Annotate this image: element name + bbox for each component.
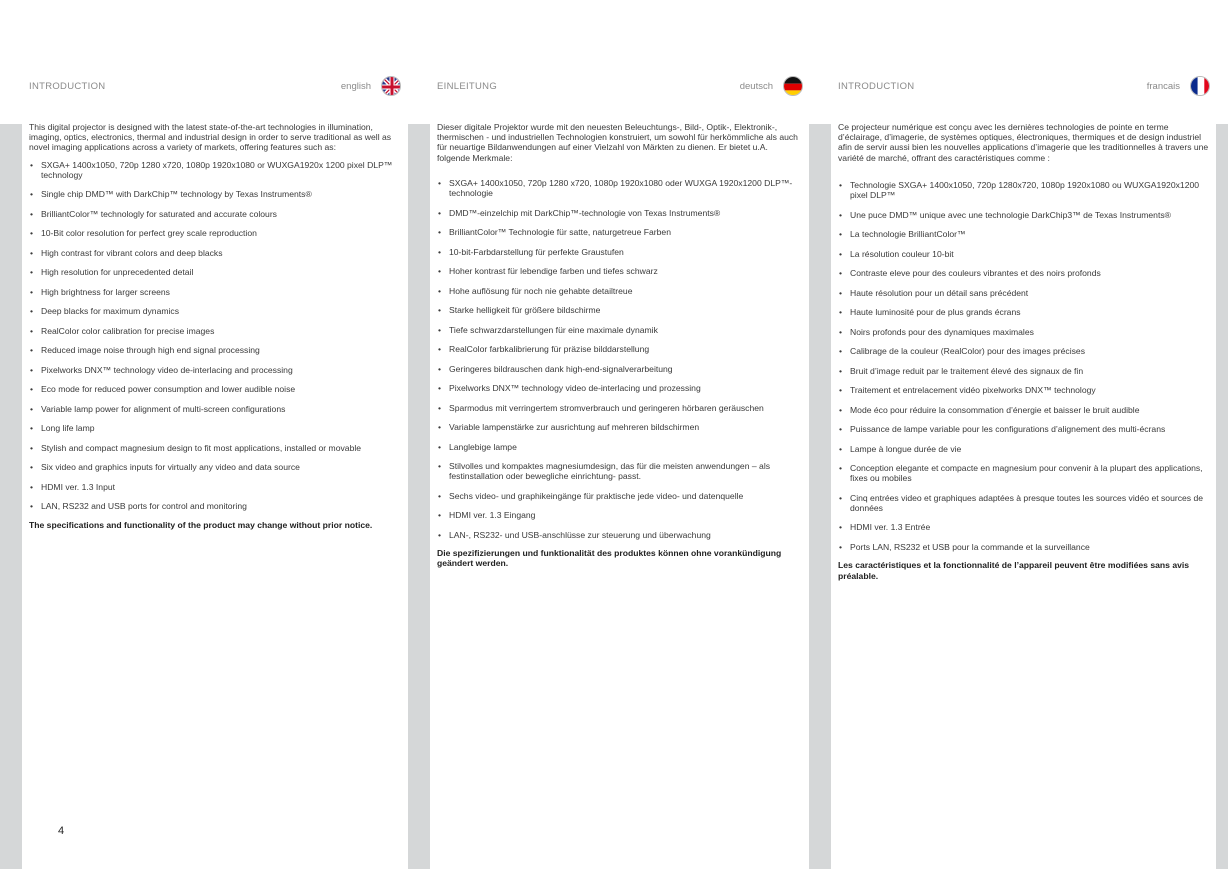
column-body xyxy=(437,122,803,569)
list-item: • Une puce DMD™ unique avec une technologie DarkChip3™ de Texas Instruments® xyxy=(838,210,1210,220)
language-label: francais xyxy=(1146,81,1180,92)
list-item: • Variable lampenstärke zur ausrichtung auf mehreren bildschirmen xyxy=(437,422,803,432)
list-item: • HDMI ver. 1.3 Input xyxy=(29,482,401,492)
list-item: • Hoher kontrast für lebendige farben und tiefes schwarz xyxy=(437,266,803,276)
list-item: • Lampe à longue durée de vie xyxy=(838,444,1210,454)
list-item: • SXGA+ 1400x1050, 720p 1280 x720, 1080p 1920x1080 or WUXGA1920x 1200 pixel DLP™ technology xyxy=(29,160,401,180)
list-item: • BrilliantColor™ Technologie für satte, naturgetreue Farben xyxy=(437,227,803,237)
list-item: • High contrast for vibrant colors and deep blacks xyxy=(29,248,401,258)
column-body xyxy=(29,122,401,530)
list-item: • Noirs profonds pour des dynamiques maximales xyxy=(838,327,1210,337)
list-item: • Pixelworks DNX™ technology video de-interlacing and processing xyxy=(29,365,401,375)
left-margin-bar xyxy=(0,124,22,869)
list-item: • Sechs video- und graphikeingänge für praktische jede video- und datenquelle xyxy=(437,491,803,501)
section-title: INTRODUCTION xyxy=(29,81,106,92)
france-flag-icon xyxy=(1190,76,1210,96)
list-item: • RealColor color calibration for precise images xyxy=(29,326,401,336)
list-item: • Bruit d’image reduit par le traitement élevé des signaux de fin xyxy=(838,366,1210,376)
list-item: • Calibrage de la couleur (RealColor) pour des images précises xyxy=(838,346,1210,356)
list-item: • La résolution couleur 10-bit xyxy=(838,249,1210,259)
list-item: • Mode éco pour réduire la consommation d’énergie et baisser le bruit audible xyxy=(838,405,1210,415)
list-item: • Geringeres bildrauschen dank high-end-signalverarbeitung xyxy=(437,364,803,374)
language-label: english xyxy=(340,81,371,92)
disclaimer-note: The specifications and functionality of the product may change without prior notice. xyxy=(29,519,373,530)
list-item: • 10-bit-Farbdarstellung für perfekte Graustufen xyxy=(437,247,803,257)
list-item: • Pixelworks DNX™ technology video de-interlacing und prozessing xyxy=(437,383,803,393)
uk-flag-icon xyxy=(381,76,401,96)
list-item: • Langlebige lampe xyxy=(437,442,803,452)
feature-list xyxy=(437,178,803,540)
column-header xyxy=(838,76,1210,96)
list-item: • Six video and graphics inputs for virtually any video and data source xyxy=(29,462,401,472)
disclaimer-note: Les caractéristiques et la fonctionnalité de l’appareil peuvent être modifiées sans avis préalable. xyxy=(838,560,1190,581)
section-title: EINLEITUNG xyxy=(437,81,498,92)
column-header xyxy=(29,76,401,96)
list-item: • Puissance de lampe variable pour les configurations d’alignement des multi-écrans xyxy=(838,424,1210,434)
list-item: • Deep blacks for maximum dynamics xyxy=(29,306,401,316)
list-item: • BrilliantColor™ technologly for saturated and accurate colours xyxy=(29,209,401,219)
column-body xyxy=(838,122,1210,581)
list-item: • Technologie SXGA+ 1400x1050, 720p 1280x720, 1080p 1920x1080 ou WUXGA1920x1200 pixel DLP™ xyxy=(838,180,1210,200)
list-item: • Variable lamp power for alignment of multi-screen configurations xyxy=(29,404,401,414)
list-item: • High resolution for unprecedented detail xyxy=(29,267,401,277)
list-item: • LAN, RS232 and USB ports for control and monitoring xyxy=(29,501,401,511)
list-item: • Long life lamp xyxy=(29,423,401,433)
column-francais xyxy=(838,0,1210,869)
column-divider-1 xyxy=(408,124,430,869)
list-item: • 10-Bit color resolution for perfect grey scale reproduction xyxy=(29,228,401,238)
germany-flag-icon xyxy=(783,76,803,96)
list-item: • Haute luminosité pour de plus grands écrans xyxy=(838,307,1210,317)
list-item: • Hohe auflösung für noch nie gehabte detailtreue xyxy=(437,286,803,296)
intro-paragraph: Ce projecteur numérique est conçu avec les dernières technologies de pointe en terme d’éclairage, d’imagerie, de systèmes optiques, électroniques, thermiques et de design industriel afin de servir aussi bien les nouvelles applications d’imagerie que les traditionnelles à travers une variété de marché, offrant des caractéristiques comme : xyxy=(838,122,1209,163)
list-item: • Cinq entrées video et graphiques adaptées à presque toutes les sources vidéo et sources de données xyxy=(838,493,1210,513)
list-item: • Traitement et entrelacement vidéo pixelworks DNX™ technology xyxy=(838,385,1210,395)
page-number: 4 xyxy=(58,825,65,837)
column-header xyxy=(437,76,803,96)
list-item: • La technologie BrilliantColor™ xyxy=(838,229,1210,239)
disclaimer-note: Die spezifizierungen und funktionalität des produktes können ohne vorankündigung geändert werden. xyxy=(437,548,782,569)
column-deutsch xyxy=(437,0,803,869)
list-item: • Conception elegante et compacte en magnesium pour convenir à la plupart des applications, fixes ou mobiles xyxy=(838,463,1210,483)
list-item: • Single chip DMD™ with DarkChip™ technology by Texas Instruments® xyxy=(29,189,401,199)
list-item: • Starke helligkeit für größere bildschirme xyxy=(437,305,803,315)
column-english xyxy=(29,0,401,869)
feature-list xyxy=(29,160,401,512)
right-margin-bar xyxy=(1216,124,1228,869)
list-item: • DMD™-einzelchip mit DarkChip™-technologie von Texas Instruments® xyxy=(437,208,803,218)
list-item: • Ports LAN, RS232 et USB pour la commande et la surveillance xyxy=(838,542,1210,552)
language-label: deutsch xyxy=(739,81,773,92)
list-item: • Eco mode for reduced power consumption and lower audible noise xyxy=(29,384,401,394)
list-item: • Reduced image noise through high end signal processing xyxy=(29,345,401,355)
list-item: • Tiefe schwarzdarstellungen für eine maximale dynamik xyxy=(437,325,803,335)
intro-paragraph: This digital projector is designed with the latest state-of-the-art technologies in illumination, imaging, optics, electronics, thermal and industrial design in order to serve traditional as well as novel imaging applications across a variety of markets, offering features such as: xyxy=(29,122,392,153)
intro-paragraph: Dieser digitale Projektor wurde mit den neuesten Beleuchtungs-, Bild-, Optik-, Elektronik-, thermischen - und industriellen Technologien konstruiert, um sowohl für herkömmliche als auch für neuartige Bildanwendungen auf einer Vielzahl von Märkten zu dienen. Er bietet u.A. folgende Merkmale: xyxy=(437,122,798,163)
list-item: • Sparmodus mit verringertem stromverbrauch und geringeren hörbaren geräuschen xyxy=(437,403,803,413)
section-title: INTRODUCTION xyxy=(838,81,915,92)
list-item: • LAN-, RS232- und USB-anschlüsse zur steuerung und überwachung xyxy=(437,530,803,540)
list-item: • Haute résolution pour un détail sans précédent xyxy=(838,288,1210,298)
list-item: • Stilvolles und kompaktes magnesiumdesign, das für die meisten anwendungen – als festinstallation oder bewegliche einrichtung- passt. xyxy=(437,461,803,481)
list-item: • SXGA+ 1400x1050, 720p 1280 x720, 1080p 1920x1080 oder WUXGA 1920x1200 DLP™-technologie xyxy=(437,178,803,198)
list-item: • HDMI ver. 1.3 Eingang xyxy=(437,510,803,520)
feature-list xyxy=(838,180,1210,552)
list-item: • RealColor farbkalibrierung für präzise bilddarstellung xyxy=(437,344,803,354)
column-divider-2 xyxy=(809,124,831,869)
list-item: • HDMI ver. 1.3 Entrée xyxy=(838,522,1210,532)
list-item: • Stylish and compact magnesium design to fit most applications, installed or movable xyxy=(29,443,401,453)
list-item: • Contraste eleve pour des couleurs vibrantes et des noirs profonds xyxy=(838,268,1210,278)
list-item: • High brightness for larger screens xyxy=(29,287,401,297)
